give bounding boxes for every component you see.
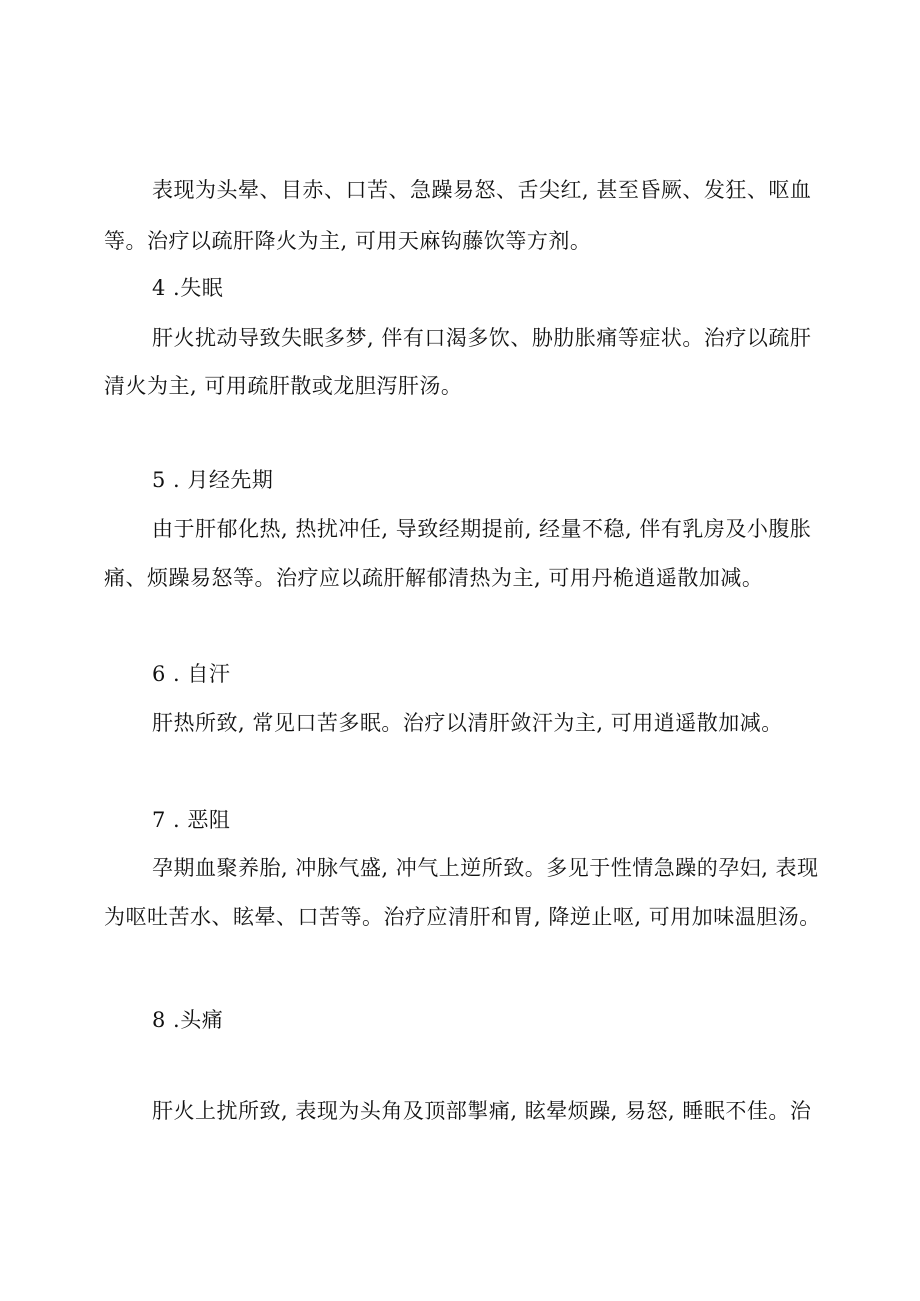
paragraph-line: 痛、烦躁易怒等。治疗应以疏肝解郁清热为主, 可用丹桅逍遥散加减。 xyxy=(104,566,764,590)
section-heading-insomnia: 4 .失眠 xyxy=(152,276,224,300)
paragraph-line: 肝火扰动导致失眠多梦, 伴有口渴多饮、胁肋胀痛等症状。治疗以疏肝 xyxy=(152,326,812,350)
section-heading-early-menstruation: 5 . 月经先期 xyxy=(152,468,274,492)
section-heading-spontaneous-sweating: 6 . 自汗 xyxy=(152,662,231,686)
section-heading-morning-sickness: 7 . 恶阻 xyxy=(152,808,231,832)
paragraph-line: 由于肝郁化热, 热扰冲任, 导致经期提前, 经量不稳, 伴有乳房及小腹胀 xyxy=(152,517,812,541)
paragraph-line: 清火为主, 可用疏肝散或龙胆泻肝汤。 xyxy=(104,374,463,398)
paragraph-line: 肝热所致, 常见口苦多眠。治疗以清肝敛汗为主, 可用逍遥散加减。 xyxy=(152,711,783,735)
section-heading-headache: 8 .头痛 xyxy=(152,1008,224,1032)
paragraph-line: 肝火上扰所致, 表现为头角及顶部掣痛, 眩晕烦躁, 易怒, 睡眠不佳。治 xyxy=(152,1099,812,1123)
paragraph-line: 孕期血聚养胎, 冲脉气盛, 冲气上逆所致。多见于性情急躁的孕妇, 表现 xyxy=(152,856,819,880)
paragraph-line: 表现为头晕、目赤、口苦、急躁易怒、舌尖红, 甚至昏厥、发狂、呕血 xyxy=(152,178,812,202)
paragraph-line: 等。治疗以疏肝降火为主, 可用天麻钩藤饮等方剂。 xyxy=(104,229,592,253)
paragraph-line: 为呕吐苦水、眩晕、口苦等。治疗应清肝和胃, 降逆止呕, 可用加味温胆汤。 xyxy=(104,905,821,929)
